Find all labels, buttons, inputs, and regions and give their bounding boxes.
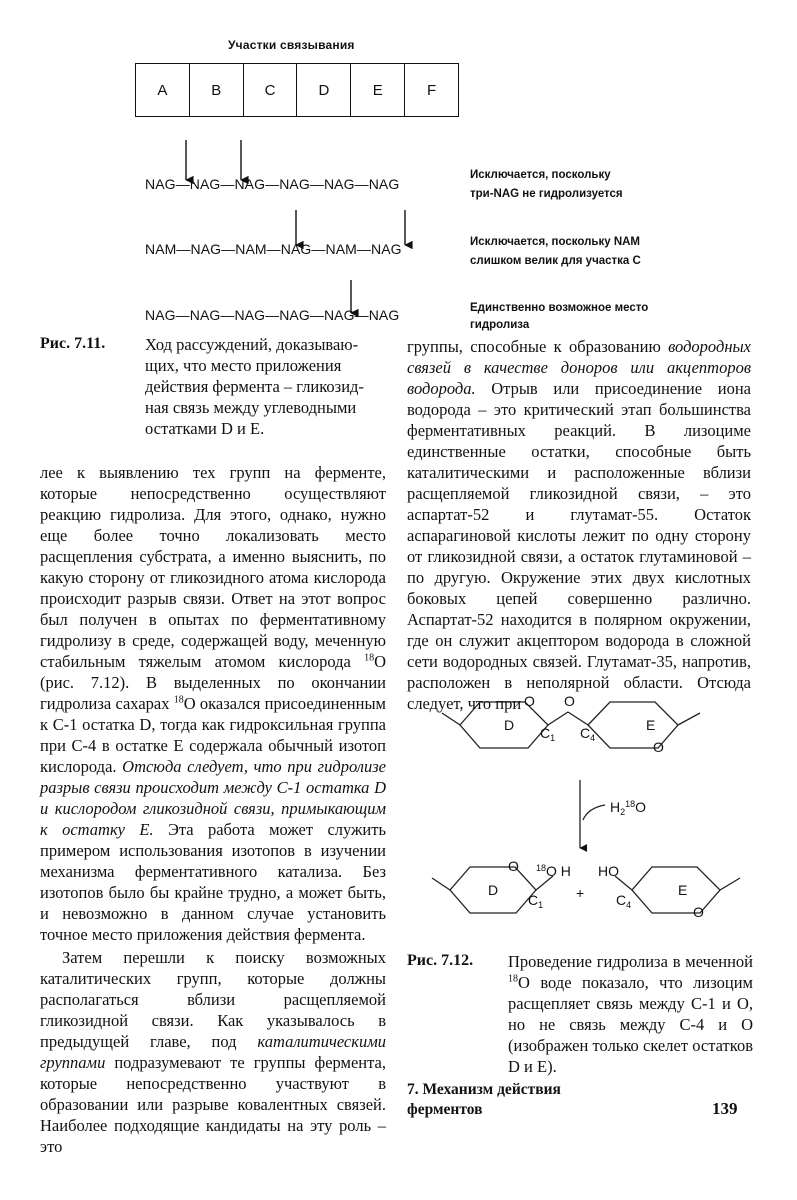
label-e-bottom: E <box>678 882 688 898</box>
c4-top: $C_4$ <box>580 725 596 743</box>
chapter-title-line2: ферментов <box>407 1101 483 1118</box>
p2-text-b: подразумевают те группы фермента, которые непосредственно участвуют в образовании или разрыве ковалентных связей. Наиболее подходящие кандидаты на эту роль – это <box>40 1053 386 1156</box>
p1-text-b: O (рис. 7.12). В выделенных по окончании гидролиза сахарах <box>40 652 386 713</box>
label-e-top: E <box>646 717 656 733</box>
chain-1: NAG—NAG—NAG—NAG—NAG—NAG <box>145 176 400 192</box>
figure-7-12-caption <box>508 951 753 1077</box>
caption-line-1: Ход рассуждений, доказываю- <box>145 335 359 354</box>
site-a: A <box>136 64 190 116</box>
caption-line-3: действия фермента – гликозид- <box>145 377 364 396</box>
chain-1-note <box>470 166 623 204</box>
ring-e-bottom <box>632 867 720 913</box>
chain-3-note-line2: гидролиза <box>470 319 530 331</box>
c1-bottom: $C_1$ <box>528 892 544 910</box>
p1-text-d: Эта работа может служить примером использования изотопов в изучении механизма ферментативного катализа. Без изотопов было бы крайне трудно, а может быть, и невозможно в данном случае установить точное место приложения действия фермента. <box>40 820 386 944</box>
paragraph-1 <box>40 462 386 945</box>
site-e: E <box>351 64 405 116</box>
glycosidic-o: O <box>564 693 575 709</box>
chain-3-note-line1: Единственно возможное место <box>470 302 649 314</box>
figure-7-12-diagram <box>420 680 760 950</box>
rp-emphasis: водородных связей в качестве доноров или акцепторов водорода. <box>407 337 751 398</box>
fig712-caption-sup: 18 <box>508 973 518 985</box>
p1-sup-2: 18 <box>173 694 184 706</box>
ring-o-bottom-right: O <box>693 904 704 920</box>
right-paragraph <box>407 336 751 714</box>
caption-line-5: остатками D и E. <box>145 419 265 438</box>
water-reagent: $H_2^{18}O$ <box>610 799 647 817</box>
figure-7-11-label: Рис. 7.11. <box>40 335 106 352</box>
chain-2: NAM—NAG—NAM—NAG—NAM—NAG <box>145 241 402 257</box>
c4-bottom: $C_4$ <box>616 892 632 910</box>
label-d-bottom: D <box>488 882 499 898</box>
p1-emphasis: Отсюда следует, что при гидролизе разрыв связи происходит между C-1 остатка D и кислородом гликозидной связи, примыкающим к остатку E. <box>40 757 386 839</box>
rp-text-a: группы, способные к образованию <box>407 337 669 356</box>
ring-e-top <box>588 702 678 748</box>
ring-o-top-right: O <box>653 739 664 755</box>
chain-1-note-line2: три-NAG не гидролизуется <box>470 188 623 200</box>
figure-7-11-title: Участки связывания <box>228 38 355 52</box>
fig712-caption-b: O воде показало, что лизоцим расщепляет связь между C-1 и O, но не связь между C-4 и O (изображен только скелет остатков D и E). <box>508 973 753 1076</box>
p1-text-c: O оказался присоединенным к C-1 остатка D, тогда как гидроксильная группа при C-4 в остатке E содержала обычный изотоп кислорода. <box>40 694 386 776</box>
site-c: C <box>244 64 298 116</box>
right-column <box>407 336 751 714</box>
p2-emphasis: каталитическими группами <box>40 1032 386 1072</box>
caption-line-4: ная связь между углеводными <box>145 398 357 417</box>
ring-o-bottom-left: O <box>508 858 519 874</box>
caption-line-2: щих, что место приложения <box>145 356 342 375</box>
product-oh: $^{18}$O H <box>536 863 571 879</box>
site-b: B <box>190 64 244 116</box>
ring-o-top-left: O <box>524 693 535 709</box>
page-number: 139 <box>712 1099 738 1118</box>
c1-top: $C_1$ <box>540 725 556 743</box>
cleavage-arrows <box>0 0 797 340</box>
fig712-caption-a: Проведение гидролиза в меченной <box>508 952 753 971</box>
chain-2-note-line1: Исключается, поскольку NAM <box>470 236 641 248</box>
p1-sup-1: 18 <box>364 652 375 664</box>
chain-1-note-line1: Исключается, поскольку <box>470 169 611 181</box>
p1-text-a: лее к выявлению тех групп на ферменте, которые непосредственно осуществляют реакцию гидролиза. Для этого, однако, нужно еще более точно локализовать место расщепления субстрата, а именно выяснить, по какую сторону от гликозидного атома кислорода происходит разрыв связи. Ответ на этот вопрос был получен в опытах по ферментативному гидролизу в среде, содержащей воду, меченную стабильным тяжелым атомом кислорода <box>40 463 386 671</box>
chapter-title-line1: 7. Механизм действия <box>407 1081 561 1098</box>
figure-7-12-label: Рис. 7.12. <box>407 952 474 969</box>
rp-text-b: Отрыв или присоединение иона водорода – это критический этап большинства ферментативных реакций. В лизоциме единственные остатки, способные быть каталитическими и расположенные вблизи расщепляемой гликозидной связи, – это аспартат-52 и глутамат-55. Остаток аспарагиновой кислоты лежит по одну сторону от гликозидной связи, а остаток глутаминовой – по другую. Окружение этих двух кислотных боковых цепей совершенно различно. Аспартат-52 находится в полярном окружении, где он служит акцептором водорода в сложной сети водородных связей. Глутамат-35, напротив, расположен в неполярной области. Отсюда следует, что при <box>407 379 751 713</box>
figure-7-11-caption <box>145 334 395 439</box>
site-f: F <box>426 81 437 99</box>
chain-3-note <box>470 300 648 334</box>
chain-2-note <box>470 233 641 271</box>
label-d-top: D <box>504 717 515 733</box>
product-ho: HO <box>598 863 619 879</box>
chain-3: NAG—NAG—NAG—NAG—NAG—NAG <box>145 307 400 323</box>
left-column <box>40 462 386 1157</box>
site-d: D <box>297 64 351 116</box>
chain-2-note-line2: слишком велик для участка C <box>470 255 641 267</box>
p2-text-a: Затем перешли к поиску возможных каталитических групп, которые должны располагаться вблизи расщепляемой гликозидной связи. Как указывалось в предыдущей главе, под <box>40 948 386 1051</box>
paragraph-2 <box>40 947 386 1157</box>
chapter-title <box>407 1080 561 1120</box>
plus-sign: + <box>576 885 585 901</box>
